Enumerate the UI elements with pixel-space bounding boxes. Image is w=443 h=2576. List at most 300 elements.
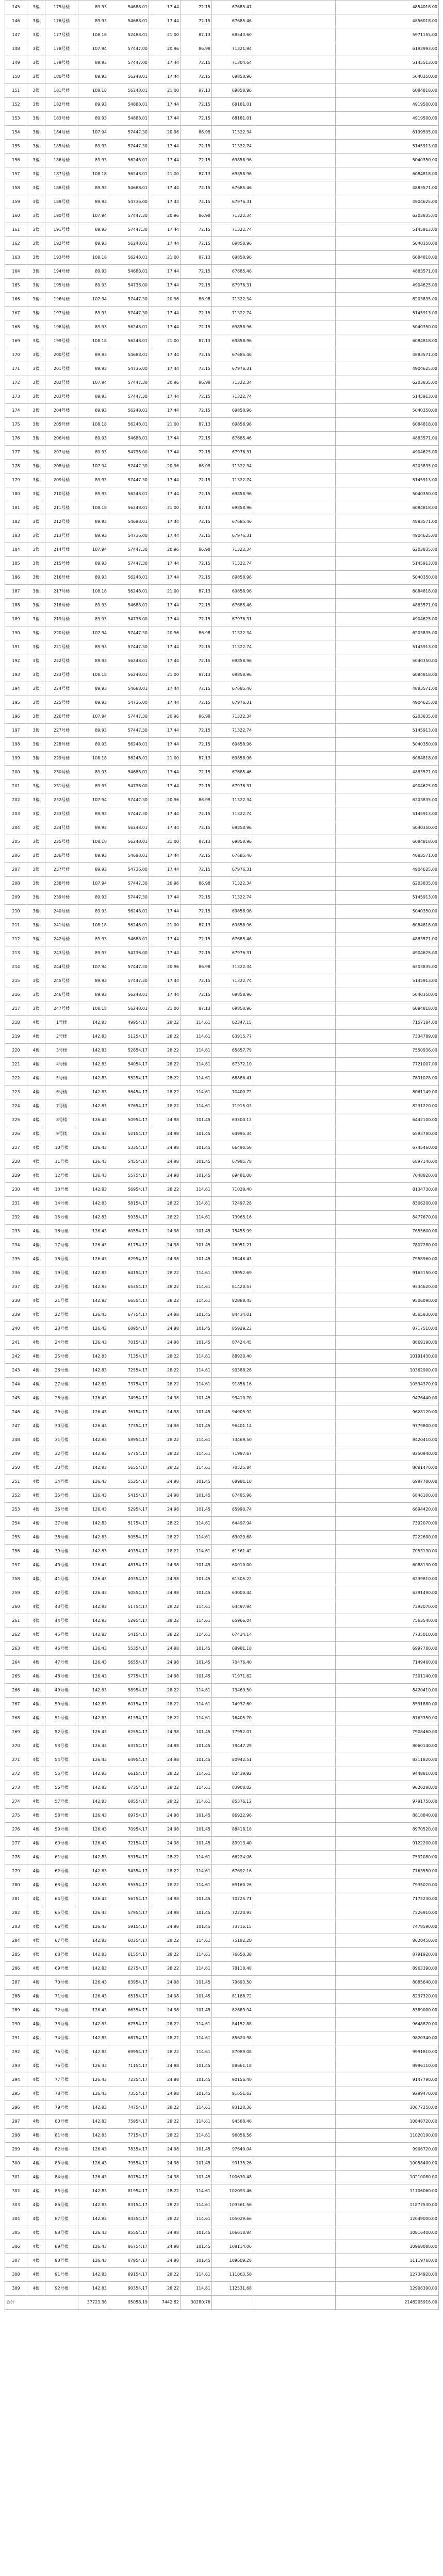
table-cell: 52488.01: [108, 28, 149, 42]
table-cell: 91651.62: [212, 2087, 253, 2101]
table-row: [5, 1809, 439, 1823]
table-cell: [253, 84, 336, 98]
table-cell: 17.44: [149, 766, 181, 779]
table-cell: 114.61: [181, 1447, 212, 1461]
table-cell: 47号楼: [45, 1656, 78, 1670]
table-cell: 10058400.00: [336, 2157, 439, 2171]
table-cell: [253, 1795, 336, 1809]
table-cell: 100630.48: [212, 2171, 253, 2184]
table-cell: 87.13: [181, 334, 212, 348]
table-cell: 7149460.00: [336, 1656, 439, 1670]
table-cell: 17.44: [149, 724, 181, 738]
table-cell: 73716.15: [212, 1920, 253, 1934]
table-cell: 89.93: [78, 432, 108, 446]
table-cell: 67976.31: [212, 613, 253, 626]
table-cell: 63754.17: [108, 1739, 149, 1753]
table-cell: 71322.74: [212, 307, 253, 320]
table-cell: [253, 1016, 336, 1030]
table-cell: 4楼: [27, 1225, 45, 1239]
table-cell: 65966.04: [212, 1614, 253, 1628]
table-cell: 72.15: [181, 571, 212, 585]
table-cell: 293: [5, 2059, 27, 2073]
table-cell: 107.94: [78, 126, 108, 140]
table-cell: 72.15: [181, 807, 212, 821]
table-cell: 114.61: [181, 1030, 212, 1044]
table-cell: 4楼: [27, 1781, 45, 1795]
table-row: [5, 1725, 439, 1739]
table-cell: 27号楼: [45, 1378, 78, 1392]
table-row: [5, 1489, 439, 1503]
table-cell: 86.98: [181, 293, 212, 307]
table-cell: 24.98: [149, 1322, 181, 1336]
table-cell: 17.44: [149, 307, 181, 320]
table-cell: 175: [5, 418, 27, 432]
table-cell: 69858.96: [212, 821, 253, 835]
table-cell: 89.93: [78, 682, 108, 696]
table-cell: 29号楼: [45, 1405, 78, 1419]
table-cell: 50554.17: [108, 1586, 149, 1600]
table-cell: 4楼: [27, 1127, 45, 1141]
table-cell: 71322.74: [212, 473, 253, 487]
table-cell: 67976.31: [212, 279, 253, 293]
table-cell: 24.98: [149, 1642, 181, 1656]
table-cell: 20.96: [149, 126, 181, 140]
total-cell: 2146205918.00: [336, 2296, 439, 2310]
table-cell: 206: [5, 849, 27, 863]
table-cell: 89.93: [78, 821, 108, 835]
table-row: [5, 1239, 439, 1252]
table-cell: 7550936.00: [336, 1044, 439, 1058]
table-cell: 56248.01: [108, 919, 149, 933]
table-cell: 73469.50: [212, 1684, 253, 1698]
table-cell: 16号楼: [45, 1225, 78, 1239]
table-cell: 126.43: [78, 1475, 108, 1489]
table-cell: 17号楼: [45, 1239, 78, 1252]
table-cell: 89.93: [78, 529, 108, 543]
table-cell: 3楼: [27, 279, 45, 293]
table-cell: [253, 988, 336, 1002]
table-cell: [253, 70, 336, 84]
table-row: [5, 571, 439, 585]
table-cell: 164: [5, 265, 27, 279]
table-row: [5, 1252, 439, 1266]
table-cell: 9779800.00: [336, 1419, 439, 1433]
table-cell: 57447.30: [108, 807, 149, 821]
table-cell: 174: [5, 404, 27, 418]
table-cell: 17.44: [149, 432, 181, 446]
table-row: [5, 960, 439, 974]
table-cell: [253, 1169, 336, 1183]
table-cell: 142.83: [78, 1030, 108, 1044]
table-cell: 4楼: [27, 2268, 45, 2282]
table-cell: 17.44: [149, 849, 181, 863]
table-cell: 263: [5, 1642, 27, 1656]
table-cell: 8389000.00: [336, 2004, 439, 2018]
table-cell: 197号楼: [45, 307, 78, 320]
table-cell: 126.43: [78, 2087, 108, 2101]
table-cell: 8818840.00: [336, 1809, 439, 1823]
table-row: [5, 1920, 439, 1934]
table-cell: 8081470.00: [336, 1461, 439, 1475]
table-cell: [253, 1531, 336, 1545]
table-cell: 103561.56: [212, 2198, 253, 2212]
table-cell: [253, 1086, 336, 1099]
table-cell: 142.83: [78, 1461, 108, 1475]
table-cell: 4904625.00: [336, 362, 439, 376]
table-cell: 126.43: [78, 1489, 108, 1503]
table-cell: [253, 1, 336, 14]
table-cell: 180: [5, 487, 27, 501]
table-cell: 17.44: [149, 599, 181, 613]
table-cell: 28.22: [149, 1851, 181, 1865]
table-cell: 9648870.00: [336, 2018, 439, 2031]
table-cell: 204: [5, 821, 27, 835]
table-cell: 3楼: [27, 682, 45, 696]
table-cell: 108114.06: [212, 2240, 253, 2254]
table-cell: [253, 154, 336, 167]
table-cell: 201号楼: [45, 362, 78, 376]
table-cell: 54688.01: [108, 348, 149, 362]
table-cell: 101.45: [181, 2226, 212, 2240]
table-cell: 72.15: [181, 933, 212, 946]
table-cell: 4856018.00: [336, 14, 439, 28]
table-cell: 72.15: [181, 640, 212, 654]
table-cell: 68981.18: [212, 1642, 253, 1656]
table-cell: 17.44: [149, 863, 181, 877]
table-cell: 5040350.00: [336, 905, 439, 919]
table-cell: 24.98: [149, 2240, 181, 2254]
table-cell: 17.44: [149, 779, 181, 793]
table-cell: 5971155.00: [336, 28, 439, 42]
table-cell: 5145913.00: [336, 307, 439, 320]
table-cell: [253, 779, 336, 793]
table-cell: 101.45: [181, 1475, 212, 1489]
table-cell: 67685.46: [212, 265, 253, 279]
table-cell: 126.43: [78, 2171, 108, 2184]
table-cell: [253, 140, 336, 154]
table-cell: [253, 585, 336, 599]
table-cell: 101.45: [181, 1308, 212, 1322]
table-cell: 107.94: [78, 960, 108, 974]
table-cell: 215: [5, 974, 27, 988]
table-cell: 89.93: [78, 988, 108, 1002]
table-cell: 96056.56: [212, 2129, 253, 2143]
table-cell: [253, 668, 336, 682]
table-cell: 72.15: [181, 112, 212, 126]
table-cell: [253, 112, 336, 126]
table-cell: [253, 1725, 336, 1739]
table-cell: 89.93: [78, 849, 108, 863]
table-cell: 7048820.00: [336, 1169, 439, 1183]
table-cell: 107.94: [78, 626, 108, 640]
table-cell: 89.93: [78, 863, 108, 877]
table-cell: 181号楼: [45, 84, 78, 98]
table-row: [5, 1113, 439, 1127]
table-row: [5, 2101, 439, 2115]
table-cell: 54736.00: [108, 696, 149, 710]
table-cell: 126.43: [78, 1127, 108, 1141]
table-cell: 289: [5, 2004, 27, 2018]
table-cell: 142.83: [78, 1851, 108, 1865]
table-row: [5, 126, 439, 140]
table-cell: 246: [5, 1405, 27, 1419]
table-cell: 57447.30: [108, 460, 149, 473]
table-cell: 126.43: [78, 1656, 108, 1670]
table-cell: 72.15: [181, 988, 212, 1002]
table-cell: 4楼: [27, 1294, 45, 1308]
table-cell: 142.83: [78, 2115, 108, 2129]
table-cell: 71322.34: [212, 209, 253, 223]
table-cell: 3楼: [27, 154, 45, 167]
table-cell: 106618.84: [212, 2226, 253, 2240]
table-cell: 3楼: [27, 348, 45, 362]
table-cell: 66490.56: [212, 1141, 253, 1155]
table-cell: 67685.46: [212, 432, 253, 446]
table-cell: 89.93: [78, 905, 108, 919]
table-cell: 48号楼: [45, 1670, 78, 1684]
table-cell: 28.22: [149, 1878, 181, 1892]
total-cell: 95058.19: [108, 2296, 149, 2310]
table-cell: 4楼: [27, 2031, 45, 2045]
table-cell: 54154.17: [108, 1628, 149, 1642]
table-cell: 142.83: [78, 1197, 108, 1211]
table-cell: 234号楼: [45, 821, 78, 835]
table-cell: 65号楼: [45, 1906, 78, 1920]
table-cell: 50554.17: [108, 1531, 149, 1545]
table-cell: 220号楼: [45, 626, 78, 640]
table-cell: 71322.34: [212, 376, 253, 390]
table-cell: 71354.17: [108, 1350, 149, 1364]
table-cell: 6088130.00: [336, 1558, 439, 1572]
table-cell: 89913.40: [212, 1837, 253, 1851]
table-cell: 142.83: [78, 1058, 108, 1072]
table-row: [5, 1086, 439, 1099]
table-cell: 7326910.00: [336, 1906, 439, 1920]
table-cell: 126.43: [78, 1405, 108, 1419]
table-cell: 261: [5, 1614, 27, 1628]
table-row: [5, 946, 439, 960]
table-cell: 108.18: [78, 418, 108, 432]
table-row: [5, 2129, 439, 2143]
table-cell: 55754.17: [108, 1169, 149, 1183]
table-cell: [253, 2157, 336, 2171]
table-cell: 72.15: [181, 738, 212, 752]
table-cell: 4楼: [27, 1044, 45, 1058]
table-cell: 56248.01: [108, 835, 149, 849]
table-cell: 126.43: [78, 1572, 108, 1586]
table-cell: 71322.34: [212, 460, 253, 473]
table-cell: [253, 1976, 336, 1990]
table-cell: 39号楼: [45, 1545, 78, 1558]
table-cell: 3楼: [27, 265, 45, 279]
table-cell: 82号楼: [45, 2143, 78, 2157]
table-cell: 126.43: [78, 1892, 108, 1906]
table-row: [5, 710, 439, 724]
table-cell: 87.13: [181, 418, 212, 432]
table-cell: 80754.17: [108, 2171, 149, 2184]
table-cell: 24.98: [149, 1823, 181, 1837]
table-cell: 89.93: [78, 98, 108, 112]
table-cell: [253, 42, 336, 56]
table-cell: 67754.17: [108, 1308, 149, 1322]
table-cell: 70725.71: [212, 1892, 253, 1906]
table-row: [5, 1600, 439, 1614]
table-cell: 142.83: [78, 2129, 108, 2143]
table-cell: 300: [5, 2157, 27, 2171]
table-cell: 80号楼: [45, 2115, 78, 2129]
table-cell: 24.98: [149, 1753, 181, 1767]
table-cell: 28.22: [149, 2129, 181, 2143]
table-row: [5, 1711, 439, 1725]
table-cell: 236: [5, 1266, 27, 1280]
table-cell: 56248.01: [108, 821, 149, 835]
table-cell: 69954.17: [108, 2045, 149, 2059]
table-cell: 101.45: [181, 1892, 212, 1906]
table-cell: 4883571.00: [336, 515, 439, 529]
table-cell: 3楼: [27, 140, 45, 154]
table-cell: 87424.45: [212, 1336, 253, 1350]
table-cell: 4楼: [27, 1155, 45, 1169]
table-cell: 57447.30: [108, 293, 149, 307]
table-cell: 33号楼: [45, 1461, 78, 1475]
table-cell: 10号楼: [45, 1141, 78, 1155]
table-cell: 3楼: [27, 696, 45, 710]
table-cell: 72.15: [181, 195, 212, 209]
table-cell: 5040350.00: [336, 571, 439, 585]
table-cell: 101.45: [181, 2143, 212, 2157]
table-cell: 213号楼: [45, 529, 78, 543]
table-cell: 3楼: [27, 362, 45, 376]
table-cell: 56248.01: [108, 237, 149, 251]
table-cell: 257: [5, 1558, 27, 1572]
table-cell: 89.93: [78, 140, 108, 154]
table-cell: 4楼: [27, 1614, 45, 1628]
table-cell: [253, 1072, 336, 1086]
table-cell: 212号楼: [45, 515, 78, 529]
table-cell: [253, 1489, 336, 1503]
table-cell: 21.00: [149, 167, 181, 181]
table-cell: [253, 766, 336, 779]
table-cell: 255: [5, 1531, 27, 1545]
table-cell: 56248.01: [108, 905, 149, 919]
table-cell: 89.93: [78, 933, 108, 946]
table-cell: 68号楼: [45, 1948, 78, 1962]
table-cell: 63029.68: [212, 1531, 253, 1545]
table-cell: 234: [5, 1239, 27, 1252]
table-row: [5, 2018, 439, 2031]
table-cell: 51254.17: [108, 1030, 149, 1044]
table-cell: [253, 1934, 336, 1948]
table-cell: 108.18: [78, 167, 108, 181]
table-cell: 3楼: [27, 28, 45, 42]
table-cell: 4854018.00: [336, 1, 439, 14]
table-cell: 21号楼: [45, 1294, 78, 1308]
table-cell: 71322.34: [212, 626, 253, 640]
table-cell: 32号楼: [45, 1447, 78, 1461]
table-cell: 6084818.00: [336, 334, 439, 348]
table-cell: 4楼: [27, 1656, 45, 1670]
table-cell: 203号楼: [45, 390, 78, 404]
table-row: [5, 1127, 439, 1141]
table-cell: 70400.72: [212, 1086, 253, 1099]
table-cell: 7053130.00: [336, 1545, 439, 1558]
table-cell: 89.93: [78, 279, 108, 293]
table-cell: 287: [5, 1976, 27, 1990]
table-cell: 114.61: [181, 1934, 212, 1948]
table-cell: 7807280.00: [336, 1239, 439, 1252]
table-cell: 28.22: [149, 2212, 181, 2226]
table-cell: 71号楼: [45, 1990, 78, 2004]
table-cell: 69858.96: [212, 70, 253, 84]
table-cell: 8250940.00: [336, 1447, 439, 1461]
table-cell: 3楼: [27, 891, 45, 905]
table-cell: 267: [5, 1698, 27, 1711]
table-cell: 24.98: [149, 1670, 181, 1684]
table-cell: 17.44: [149, 654, 181, 668]
table-cell: 67976.31: [212, 863, 253, 877]
table-cell: 69858.96: [212, 418, 253, 432]
table-cell: 4楼: [27, 1364, 45, 1378]
table-cell: 244号楼: [45, 960, 78, 974]
table-cell: 17.44: [149, 320, 181, 334]
table-cell: 57447.30: [108, 793, 149, 807]
table-cell: 107.94: [78, 877, 108, 891]
table-cell: 211号楼: [45, 501, 78, 515]
table-cell: 4楼: [27, 1767, 45, 1781]
table-cell: 51754.17: [108, 1600, 149, 1614]
table-cell: 142.83: [78, 1711, 108, 1725]
table-cell: 56248.01: [108, 585, 149, 599]
table-cell: 3楼: [27, 320, 45, 334]
table-cell: 229: [5, 1169, 27, 1183]
table-cell: 57447.30: [108, 140, 149, 154]
table-cell: 4楼: [27, 1503, 45, 1517]
table-cell: 89.93: [78, 473, 108, 487]
table-cell: 17.44: [149, 56, 181, 70]
table-row: [5, 1350, 439, 1364]
table-cell: 107.94: [78, 460, 108, 473]
table-cell: [253, 626, 336, 640]
table-row: [5, 70, 439, 84]
table-cell: 9620280.00: [336, 1781, 439, 1795]
table-cell: 239号楼: [45, 891, 78, 905]
table-cell: 101.45: [181, 1503, 212, 1517]
table-cell: 28.22: [149, 1099, 181, 1113]
table-cell: 54054.17: [108, 1058, 149, 1072]
table-cell: 3楼: [27, 195, 45, 209]
table-cell: 222: [5, 1072, 27, 1086]
table-cell: 223: [5, 1086, 27, 1099]
table-cell: 3号楼: [45, 1044, 78, 1058]
table-row: [5, 807, 439, 821]
table-cell: [253, 1781, 336, 1795]
table-cell: 8306200.00: [336, 1197, 439, 1211]
table-cell: 28.22: [149, 1183, 181, 1197]
table-cell: 237号楼: [45, 863, 78, 877]
table-cell: 126.43: [78, 1837, 108, 1851]
table-cell: [253, 265, 336, 279]
table-cell: 142.83: [78, 1795, 108, 1809]
table-cell: 69160.26: [212, 1878, 253, 1892]
table-cell: 101.45: [181, 1141, 212, 1155]
table-cell: 142.83: [78, 1934, 108, 1948]
table-cell: 4904625.00: [336, 195, 439, 209]
table-cell: 69858.96: [212, 167, 253, 181]
table-cell: 6745460.00: [336, 1141, 439, 1155]
table-cell: 51号楼: [45, 1711, 78, 1725]
table-cell: [253, 2143, 336, 2157]
table-cell: 7号楼: [45, 1099, 78, 1113]
